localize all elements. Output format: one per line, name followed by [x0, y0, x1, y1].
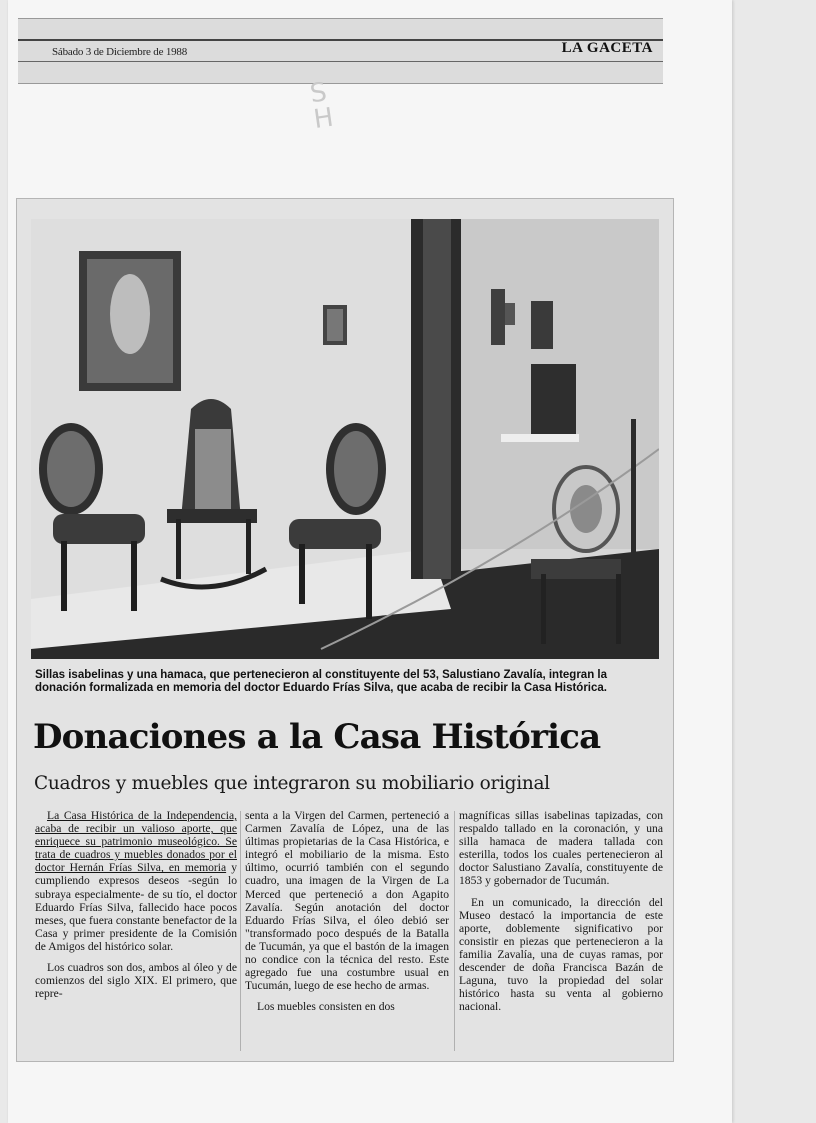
column-divider	[240, 811, 241, 1051]
photo-caption: Sillas isabelinas y una hamaca, que pertenecieron al constituyente del 53, Salustiano Zavalía, integran la donación formalizada en memoria del doctor Eduardo Frías Silva, que acaba de recibir la Casa Histórica.	[35, 669, 608, 694]
article-paragraph: Los muebles consisten en dos	[257, 1000, 395, 1014]
underlined-text: La Casa Histórica de la Independencia, acaba de recibir un valioso aporte, que enriquece su patrimonio museológico. Se trata de cuadros y muebles donados por el doctor Hernán Frías Silva, en memoria	[35, 809, 237, 875]
article-paragraph: Los cuadros son dos, ambos al óleo y de comienzos del siglo XIX. El primero, que repre-	[35, 961, 237, 1001]
article-subheadline: Cuadros y muebles que integraron su mobiliario original	[34, 773, 550, 794]
newspaper-header	[18, 18, 663, 84]
header-rule-bottom	[18, 61, 663, 62]
column-divider	[454, 811, 455, 1051]
article-column-1	[35, 809, 237, 1000]
article-paragraph: senta a la Virgen del Carmen, perteneció a Carmen Zavalía de López, una de las últimas propietarias de la Casa Histórica, e integró el mobiliario de la misma. Esto último, ocurrió también con el segundo cuadro, una imagen de la Virgen de La Merced que perteneció a don Agapito Zavalía. Según anotación del doctor Eduardo Frías Silva, el óleo debió ser "transformado poco después de la Batalla de Tucumán, ya que el bastón de la imagen no condice con la técnica del resto. Este agregado fue una costumbre usual en Tucumán, luego de ese hecho de armas.	[245, 809, 449, 993]
article-paragraph: En un comunicado, la dirección del Museo destacó la importancia de este aporte, doblemente significativo por consistir en piezas que pertenecieron a la familia Zavalía, una de cuyas ramas, por descender de doña Francisca Bazán de Laguna, tuvo la propiedad del solar histórico hasta su venta al gobierno nacional.	[459, 895, 663, 1014]
pencil-letter-s: S	[308, 77, 329, 110]
article-clipping	[16, 198, 674, 1062]
article-paragraph: magníficas sillas isabelinas tapizadas, con respaldo tallado en la coronación, y una silla hamaca de madera tallada con esterilla, todos los cuales pertenecieron al doctor Salustiano Zavalía, constituyente de 1853 y gobernador de Tucumán.	[459, 809, 663, 888]
pencil-letter-h: H	[311, 102, 336, 136]
header-date: Sábado 3 de Diciembre de 1988	[52, 46, 188, 58]
article-paragraph	[35, 809, 237, 953]
article-headline: Donaciones a la Casa Histórica	[33, 717, 601, 757]
article-column-2	[245, 809, 449, 1013]
paragraph-text: y cumpliendo expresos deseos -según lo subraya especialmente- de su tío, el doctor Eduardo Frías Silva, fallecido hace pocos meses, que fuera constante benefactor de la Casa y primer presidente de la Comisión de Amigos del histórico solar.	[35, 861, 237, 953]
newspaper-name: LA GACETA	[561, 40, 653, 56]
museum-chairs-photo	[31, 219, 659, 659]
article-column-3	[459, 809, 663, 1013]
